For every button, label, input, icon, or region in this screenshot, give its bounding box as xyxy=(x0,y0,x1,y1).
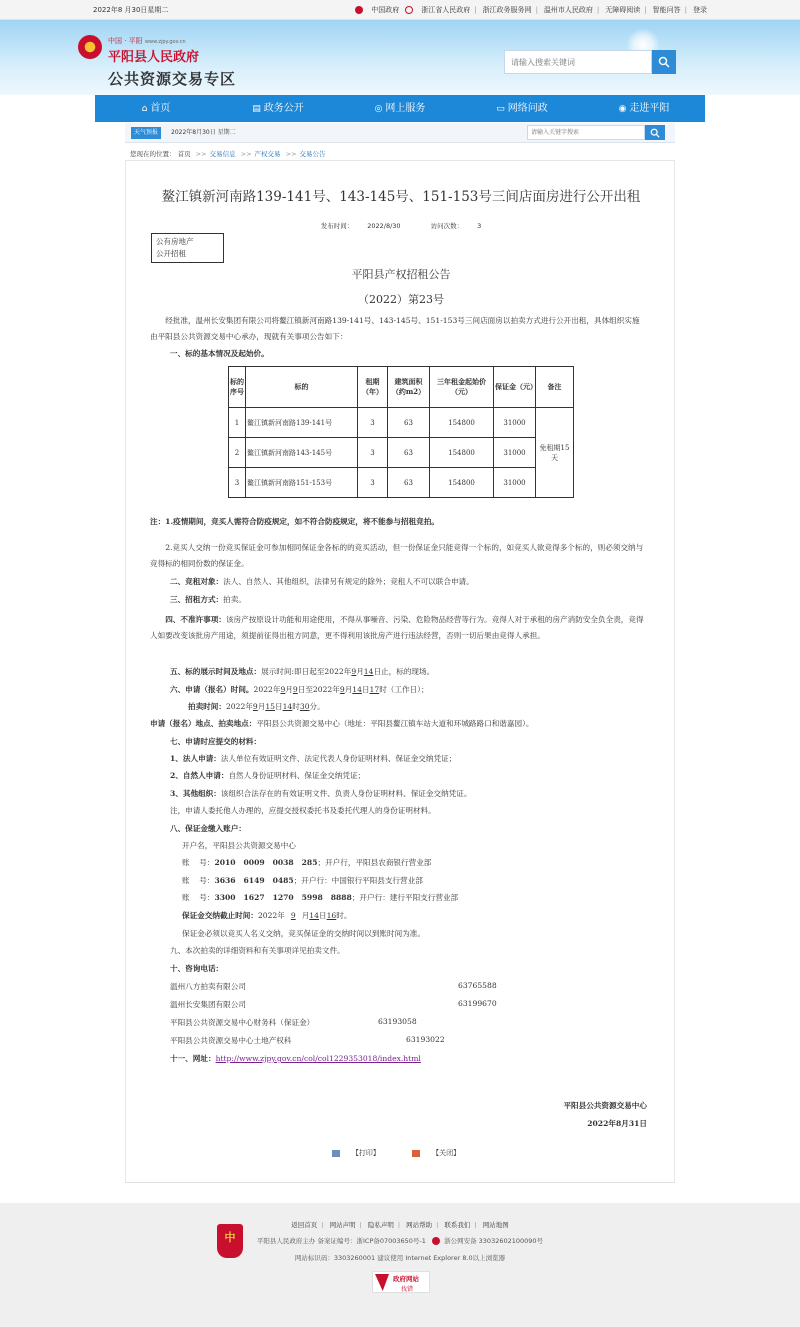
col-lot-no: 标的序号 xyxy=(229,367,246,408)
signature-date: 2022年8月31日 xyxy=(587,1119,647,1128)
material-1: 1、法人申请：法人单位有效证明文件、法定代表人身份证明材料、保证金交纳凭证； xyxy=(170,754,457,763)
chat-icon: ▭ xyxy=(496,103,505,114)
contact-3-phone: 63193058 xyxy=(378,1017,417,1026)
col-deposit: 保证金（元） xyxy=(494,367,536,408)
top-link-zhejiang[interactable]: 浙江省人民政府 xyxy=(405,0,470,20)
top-link-gov[interactable]: 中国政府 xyxy=(355,0,399,20)
section-4: 四、不准许事项：该房产按原设计功能和用途使用，不得从事噪音、污染、危险物品经营等行为。竞得人对于承租的房产消防安全负全责，竞得人如要改变该批房产用途，须提前征得出租方同意，更不得利用该批房产进行违法经营，否则一切后果由竞得人承担。 xyxy=(150,615,644,640)
logo-title[interactable]: 平阳县人民政府 xyxy=(108,50,200,65)
nav-online-service[interactable]: ◎ 网上服务 xyxy=(374,102,426,114)
report-error-badge[interactable]: 政府网站 找错 xyxy=(372,1271,430,1293)
section-7-heading: 七、申请时应提交的材料： xyxy=(170,737,262,746)
section-10-heading: 十、咨询电话： xyxy=(170,964,224,973)
close-button[interactable]: 【关闭】 xyxy=(412,1149,470,1157)
notice-title: 平阳县产权招租公告 xyxy=(351,268,451,281)
weather-link[interactable]: 天气预报 xyxy=(131,127,161,139)
material-3: 3、其他组织：该组织合法存在的有效证明文件、负责人身份证明材料、保证金交纳凭证。 xyxy=(170,789,472,798)
article-title: 鳌江镇新河南路139-141号、143-145号、151-153号三间店面房进行公开出租 xyxy=(161,189,641,205)
nav-gov-affairs[interactable]: ▤ 政务公开 xyxy=(252,102,304,114)
sub-search-input[interactable] xyxy=(527,125,645,140)
search-icon xyxy=(658,56,670,68)
footer-link-statement[interactable]: 网站声明 xyxy=(329,1221,356,1229)
table-row: 2 鳌江镇新河南路143-145号 3 63 154800 31000 xyxy=(229,438,574,468)
sub-bar xyxy=(125,123,675,143)
home-icon: ⌂ xyxy=(141,103,148,114)
top-link-qa[interactable]: 智能问答 xyxy=(652,6,681,14)
section-9: 九、本次拍卖的详细资料和有关事项详见拍卖文件。 xyxy=(170,946,345,955)
top-link-login[interactable]: 登录 xyxy=(693,6,707,14)
logo-subtitle: 中国 · 平阳 www.zjpy.gov.cn xyxy=(108,37,186,45)
section-8-heading: 八、保证金缴入账户： xyxy=(170,824,246,833)
footer-icp xyxy=(0,1236,800,1245)
top-link-wenzhou[interactable]: 温州市人民政府 xyxy=(543,6,593,14)
search-icon xyxy=(650,128,660,138)
print-button[interactable]: 【打印】 xyxy=(332,1149,390,1157)
contact-2-name: 温州长安集团有限公司 xyxy=(170,1000,246,1009)
footer-link-contact[interactable]: 联系我们 xyxy=(444,1221,471,1229)
header-search-button[interactable] xyxy=(652,50,676,74)
sub-date: 2022年8月30日 星期二 xyxy=(171,129,236,136)
header-search-input[interactable] xyxy=(504,50,652,74)
sub-search-button[interactable] xyxy=(645,125,665,140)
police-badge-icon xyxy=(432,1237,440,1245)
account-2: 账 号：3636 6149 0485；开户行：中国银行平阳县支行营业部 xyxy=(182,876,423,885)
party-gov-logo-icon[interactable]: 中 xyxy=(217,1224,243,1258)
section-5: 五、标的展示时间及地点：展示时间:即日起至2022年9月14日止，标的现场。 xyxy=(170,667,435,676)
top-link-service[interactable]: 浙江政务服务网 xyxy=(482,6,532,14)
footer-link-help[interactable]: 网站帮助 xyxy=(406,1221,433,1229)
remark-cell: 免租期15天 xyxy=(536,408,574,498)
article-body xyxy=(126,161,676,1182)
header-banner xyxy=(0,20,800,95)
account-3: 账 号：3300 1627 1270 5998 8888；开户行：建行平阳支行营业部 xyxy=(182,893,459,902)
account-1: 账 号：2010 0009 0038 285；开户行，平阳县农商银行营业部 xyxy=(182,858,432,867)
footer-links: 返回首页 | 网站声明 | 隐私声明 | 网站帮助 | 联系我们 | 网站地图 xyxy=(291,1221,509,1229)
section-3: 三、招租方式：拍卖。 xyxy=(170,595,246,604)
zone-title: 公共资源交易专区 xyxy=(108,70,237,88)
article-container xyxy=(125,161,675,1183)
printer-icon xyxy=(332,1150,340,1157)
top-date: 2022年8 月30日星期二 xyxy=(93,6,169,14)
nav-home[interactable]: ⌂ 首页 xyxy=(141,102,171,114)
contact-1-name: 温州八方拍卖有限公司 xyxy=(170,982,246,991)
note-2: 2.竞买人交纳一份竞买保证金可参加相同保证金各标的的竞买活动，但一份保证金只能竞得一个标的，如竞买人欲竞得多个标的，则必须交纳与竞得标的相同份数的保证金。 xyxy=(150,543,644,568)
main-nav xyxy=(95,95,705,122)
contact-4-name: 平阳县公共资源交易中心土地产权科 xyxy=(170,1036,292,1045)
intro-paragraph: 经批准，温州长安集团有限公司将鳌江镇新河南路139-141号、143-145号、151-153号三间店面房以拍卖方式进行公开出租，具体组织实施由平阳县公共资源交易中心承办，现就有关事项公告如下： xyxy=(150,316,640,341)
footer-link-sitemap[interactable]: 网站地图 xyxy=(482,1221,509,1229)
col-area: 建筑面积（约m2） xyxy=(388,367,430,408)
material-note: 注，申请人委托他人办理的，应提交授权委托书及委托代理人的身份证明材料。 xyxy=(170,806,436,815)
icp-record[interactable]: 平阳县人民政府主办 备案证编号：浙ICP备07003650号-1 xyxy=(256,1237,426,1245)
national-emblem-icon xyxy=(78,35,102,59)
breadcrumb-home[interactable]: 首页 xyxy=(177,150,191,158)
breadcrumb: 您现在的位置： 首页 >> 交易信息 >> 产权交易 >> 交易公告 xyxy=(130,150,326,158)
header-search xyxy=(504,50,676,74)
nav-about[interactable]: ◉ 走进平阳 xyxy=(618,102,670,114)
report-error-icon xyxy=(375,1274,389,1291)
footer-link-home[interactable]: 返回首页 xyxy=(291,1221,318,1229)
globe-icon: ◎ xyxy=(374,103,383,114)
auction-time: 拍卖时间：2022年9月15日14时30分。 xyxy=(188,702,325,711)
col-rent: 三年租金起始价（元） xyxy=(430,367,494,408)
category-tag: 公有房地产 公开招租 xyxy=(151,233,224,263)
view-count: 访问次数： 3 xyxy=(430,222,482,230)
col-term: 租期（年） xyxy=(358,367,388,408)
section-2: 二、竞租对象：法人、自然人、其他组织，法律另有规定的除外；竞租人不可以联合申请。 xyxy=(170,577,474,586)
breadcrumb-prefix: 您现在的位置： xyxy=(130,150,176,158)
footer-site-id: 网站标识码：3303260001 建议使用 Internet Explorer 8.0以上浏览器 xyxy=(294,1254,506,1262)
sub-search xyxy=(527,125,665,140)
police-record[interactable]: 浙公网安备 33032602100090号 xyxy=(444,1237,544,1245)
note-1: 注：1.疫情期间，竞买人需符合防疫规定，如不符合防疫规定，将不能参与招租竞拍。 xyxy=(150,517,439,526)
emblem-icon xyxy=(355,6,363,14)
zhejiang-logo-icon xyxy=(405,6,413,14)
breadcrumb-announcement[interactable]: 交易公告 xyxy=(299,150,326,158)
section-1-heading: 一、标的基本情况及起始价。 xyxy=(170,349,269,358)
col-remark: 备注 xyxy=(536,367,574,408)
contact-2-phone: 63199670 xyxy=(458,999,497,1008)
table-row: 3 鳌江镇新河南路151-153号 3 63 154800 31000 xyxy=(229,468,574,498)
close-icon xyxy=(412,1150,420,1157)
section-6: 六、申请（报名）时间。2022年9月9日至2022年9月14日17时（工作日）； xyxy=(170,685,429,694)
contact-4-phone: 63193022 xyxy=(406,1035,445,1044)
table-row: 1 鳌江镇新河南路139-141号 3 63 154800 31000 免租期15天 xyxy=(229,408,574,438)
breadcrumb-property-trade[interactable]: 产权交易 xyxy=(254,150,281,158)
top-links: 中国政府 浙江省人民政府 | 浙江政务服务网 | 温州市人民政府 | 无障碍阅读 | 智能问答 | 登录 xyxy=(349,0,707,20)
breadcrumb-trade-info[interactable]: 交易信息 xyxy=(209,150,236,158)
deposit-deadline: 保证金交纳截止时间：2022年 9 月14日16时。 xyxy=(182,911,352,920)
contact-3-name: 平阳县公共资源交易中心财务科（保证金） xyxy=(170,1018,315,1027)
lot-table xyxy=(228,366,574,498)
article-actions xyxy=(126,1148,676,1158)
footer-link-privacy[interactable]: 隐私声明 xyxy=(367,1221,394,1229)
nav-inquiry[interactable]: ▭ 网络问政 xyxy=(496,102,548,114)
publish-time: 发布时间： 2022/8/30 xyxy=(320,222,401,230)
top-link-accessibility[interactable]: 无障碍阅读 xyxy=(605,6,641,14)
document-icon: ▤ xyxy=(252,103,261,114)
signature-org: 平阳县公共资源交易中心 xyxy=(563,1101,647,1110)
contact-1-phone: 63765588 xyxy=(458,981,497,990)
deposit-note: 保证金必须以竞买人名义交纳，竞买保证金的交纳时间以到账时间为准。 xyxy=(182,929,425,938)
material-2: 2、自然人申请：自然人身份证明材料、保证金交纳凭证； xyxy=(170,771,366,780)
footer xyxy=(0,1203,800,1327)
top-bar xyxy=(0,0,800,20)
account-name: 开户名，平阳县公共资源交易中心 xyxy=(182,841,296,850)
eye-icon: ◉ xyxy=(618,103,627,114)
apply-location: 申请（报名）地点、拍卖地点：平阳县公共资源交易中心（地址：平阳县鳌江镇车站大道和环城路路口和谐嘉园）。 xyxy=(150,719,534,728)
section-11: 十一、网址：http://www.zjpy.gov.cn/col/col1229353018/index.html xyxy=(170,1054,421,1063)
col-lot: 标的 xyxy=(246,367,358,408)
notice-url-link[interactable]: http://www.zjpy.gov.cn/col/col1229353018/index.html xyxy=(215,1054,421,1063)
notice-number: （2022）第23号 xyxy=(358,293,444,306)
